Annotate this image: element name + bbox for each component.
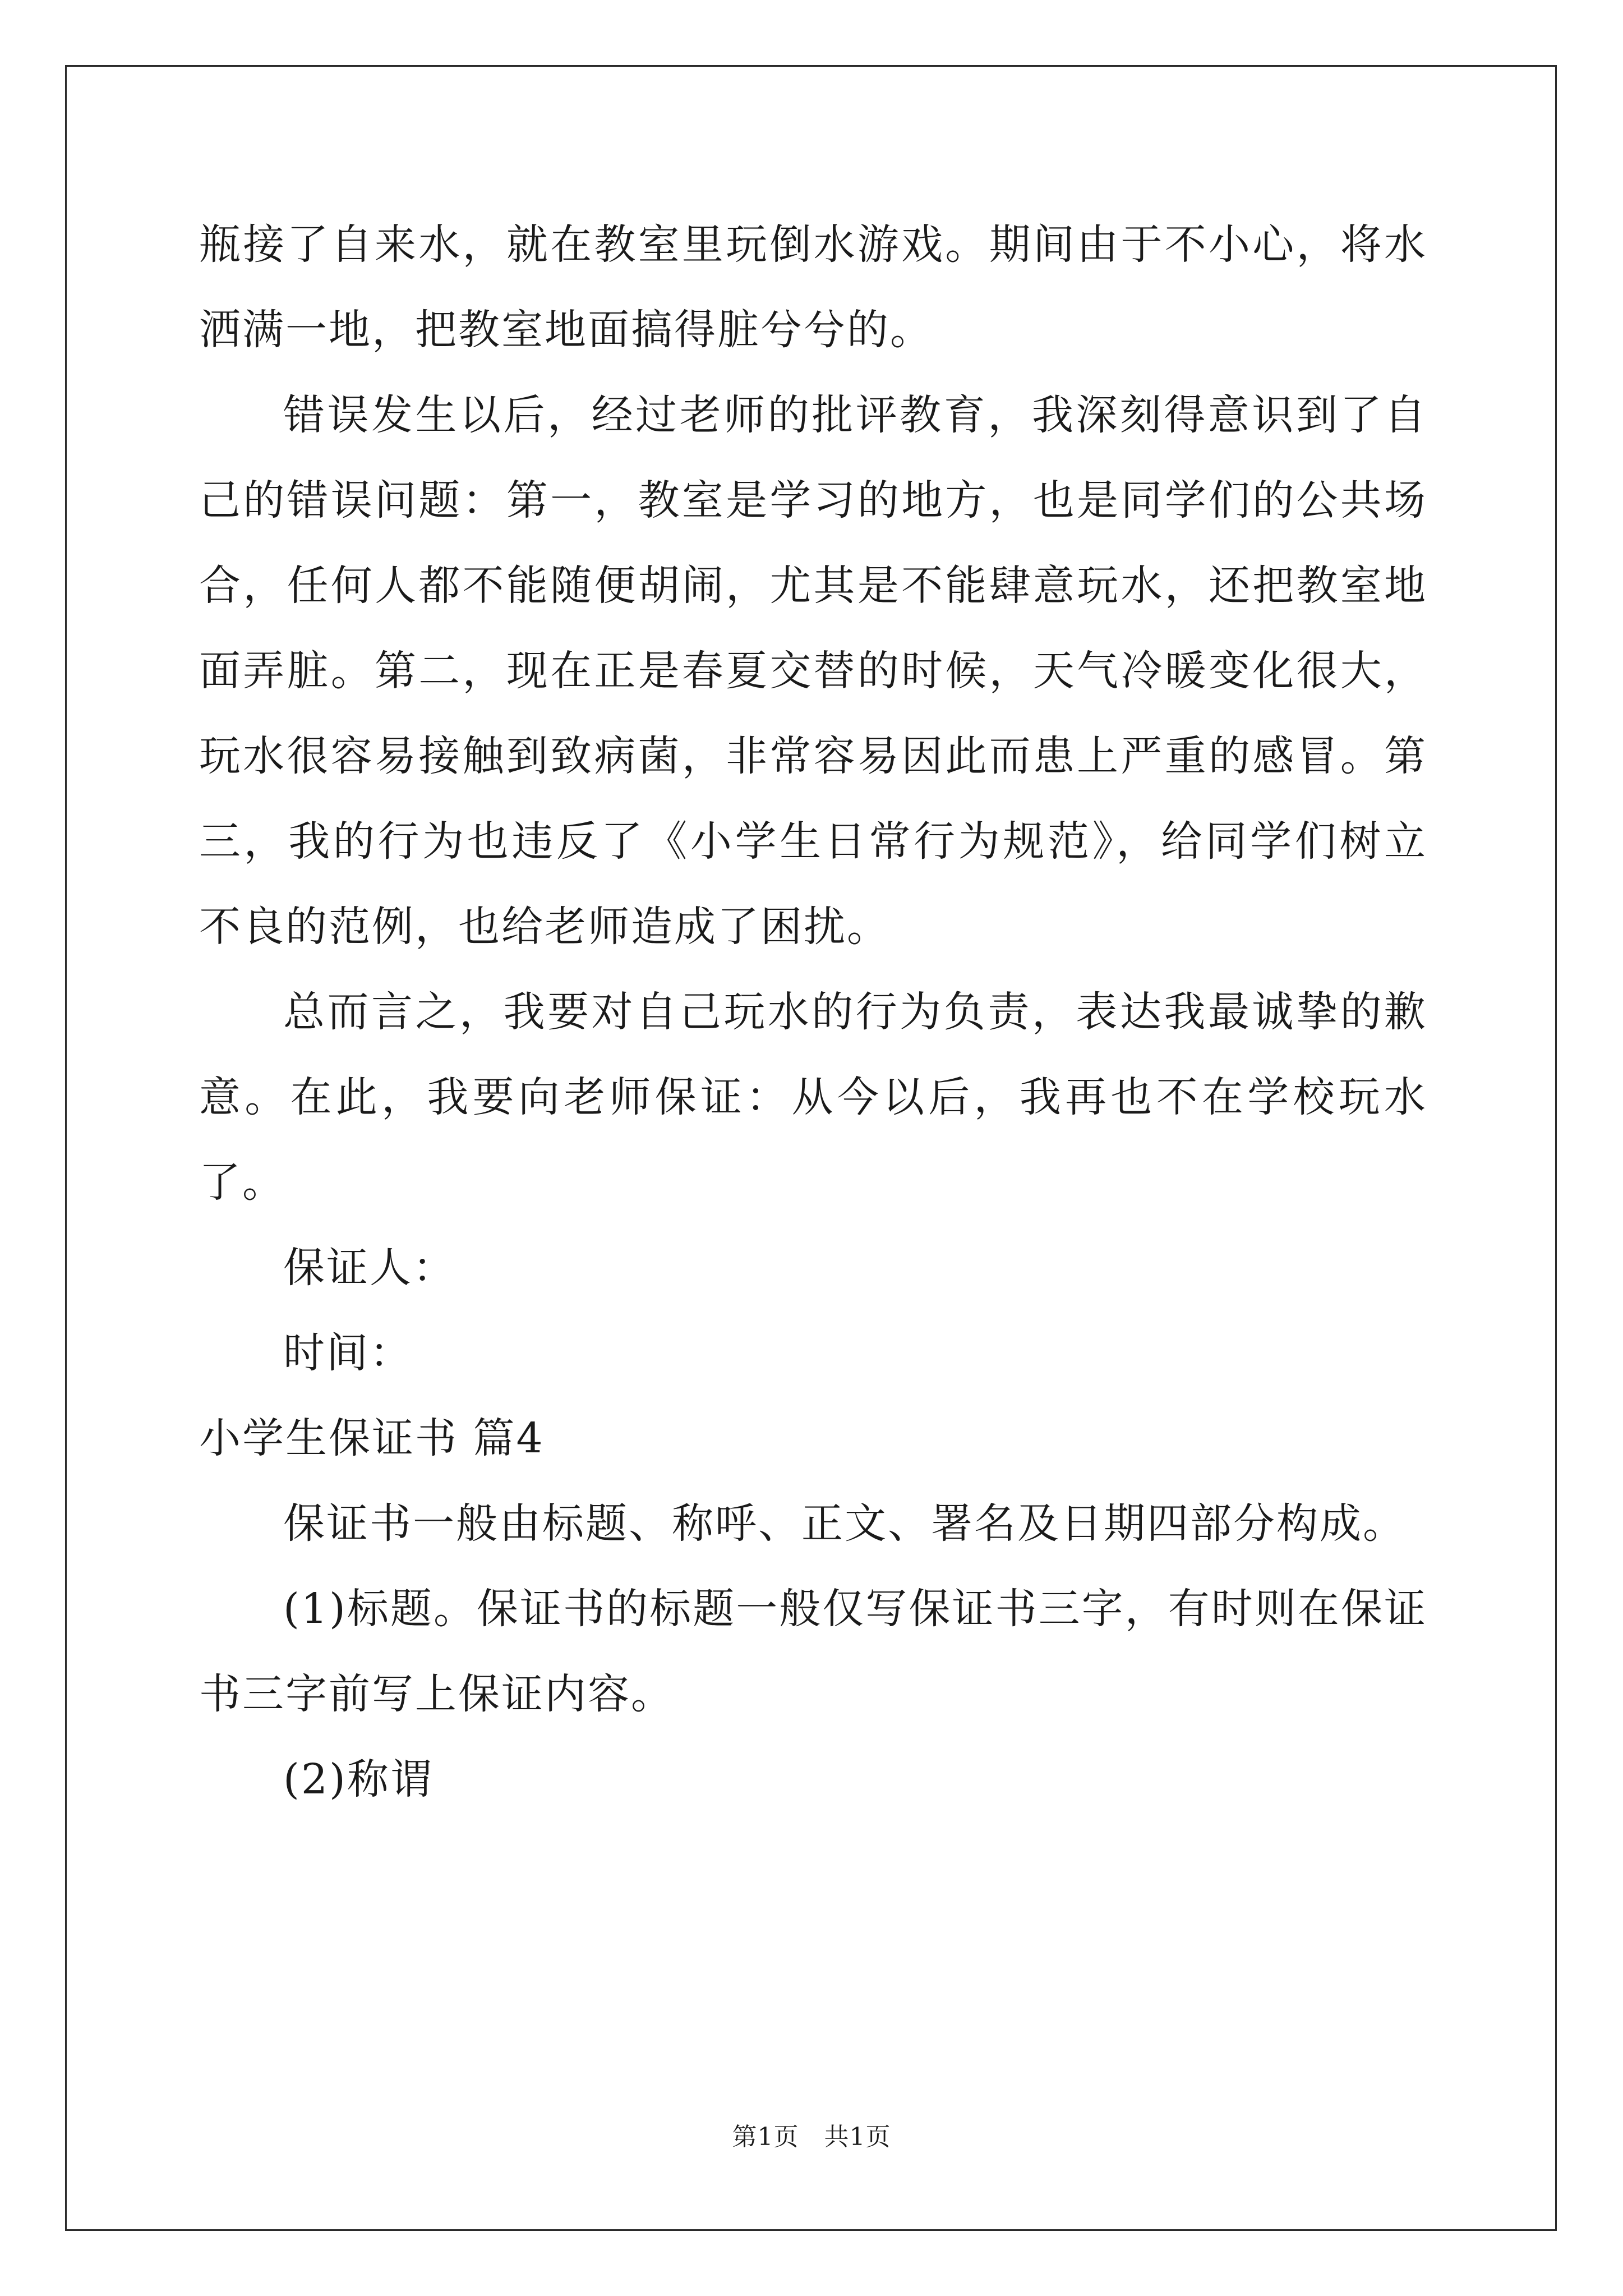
paragraph-title-rule: (1)标题。保证书的标题一般仅写保证书三字，有时则在保证书三字前写上保证内容。 <box>199 1585 1427 1718</box>
paragraph-1: 瓶接了自来水，就在教室里玩倒水游戏。期间由于不小心，将水洒满一地，把教室地面搞得脏兮兮的。 <box>199 220 1427 354</box>
section-heading: 小学生保证书 篇4 <box>199 1414 545 1462</box>
page-footer: 第1页 共1页 <box>732 2123 891 2151</box>
paragraph-2: 错误发生以后，经过老师的批评教育，我深刻得意识到了自己的错误问题：第一，教室是学习的地方，也是同学们的公共场合，任何人都不能随便胡闹，尤其是不能肆意玩水，还把教室地面弄脏。第二，现在正是春夏交替的时候，天气冷暖变化很大，玩水很容易接触到致病菌，非常容易因此而患上严重的感冒。第三，我的行为也违反了《小学生日常行为规范》，给同学们树立不良的范例，也给老师造成了困扰。 <box>199 391 1427 951</box>
date-line: 时间： <box>283 1329 413 1377</box>
document-body <box>199 202 1427 1822</box>
paragraph-3: 总而言之，我要对自己玩水的行为负责，表达我最诚挚的歉意。在此，我要向老师保证：从今以后，我再也不在学校玩水了。 <box>199 988 1427 1207</box>
paragraph-structure: 保证书一般由标题、称呼、正文、署名及日期四部分构成。 <box>283 1499 1406 1548</box>
paragraph-salutation-rule: (2)称谓 <box>283 1755 434 1803</box>
guarantor-line: 保证人： <box>283 1244 456 1292</box>
